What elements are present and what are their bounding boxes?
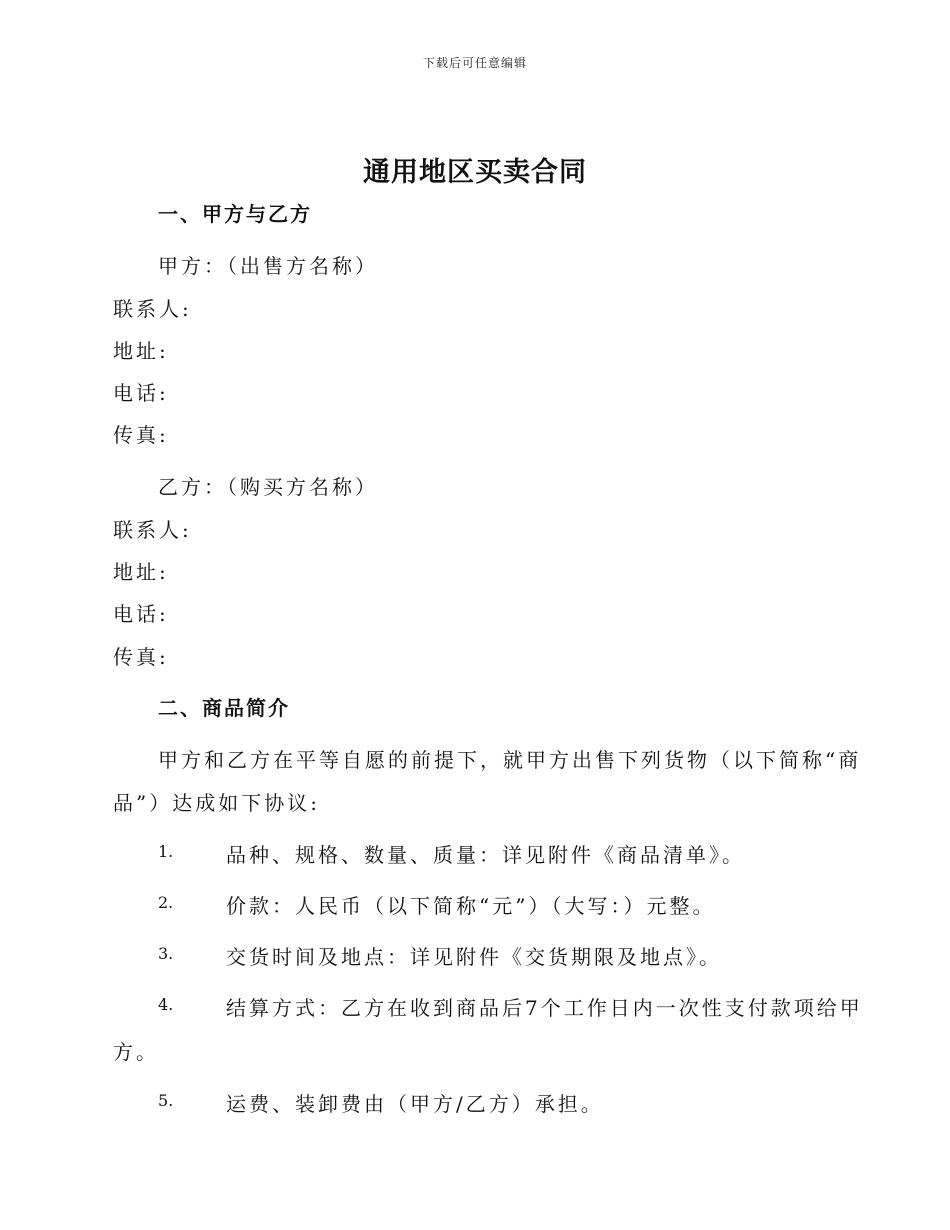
party-a-address: 地址: (113, 339, 169, 363)
item-text: 品种、规格、数量、质量：详见附件《商品清单》。 (226, 843, 745, 867)
item-number: 3. (158, 944, 174, 963)
section-heading-parties: 一、甲方与乙方 (158, 202, 312, 226)
party-a-fax: 传真: (113, 423, 169, 447)
intro-paragraph-line2: 品”）达成如下协议: (113, 791, 320, 815)
document-title: 通用地区买卖合同 (363, 157, 587, 188)
item-text-continuation: 方。 (113, 1040, 159, 1064)
party-b-label: 乙方：（购买方名称） (158, 475, 378, 499)
item-number: 5. (158, 1091, 174, 1110)
party-b-fax: 传真: (113, 645, 169, 669)
party-b-address: 地址: (113, 560, 169, 584)
item-text: 价款：人民币（以下简称“元”）（大写：）元整。 (226, 894, 716, 918)
item-number: 1. (158, 842, 174, 861)
item-number: 4. (158, 995, 174, 1014)
header-note: 下载后可任意编辑 (422, 56, 527, 70)
item-number: 2. (158, 893, 174, 912)
party-a-phone: 电话: (113, 381, 169, 405)
party-b-contact: 联系人: (113, 518, 192, 542)
item-text: 交货时间及地点：详见附件《交货期限及地点》。 (226, 945, 722, 969)
party-b-phone: 电话: (113, 602, 169, 626)
section-heading-goods: 二、商品简介 (158, 696, 290, 720)
party-a-label: 甲方：（出售方名称） (158, 254, 378, 278)
item-text: 运费、装卸费由（甲方/乙方）承担。 (226, 1092, 604, 1116)
item-text: 结算方式：乙方在收到商品后7个工作日内一次性支付款项给甲 (226, 996, 863, 1020)
party-a-contact: 联系人: (113, 297, 192, 321)
intro-paragraph-line1: 甲方和乙方在平等自愿的前提下，就甲方出售下列货物（以下简称“商 (158, 748, 862, 772)
